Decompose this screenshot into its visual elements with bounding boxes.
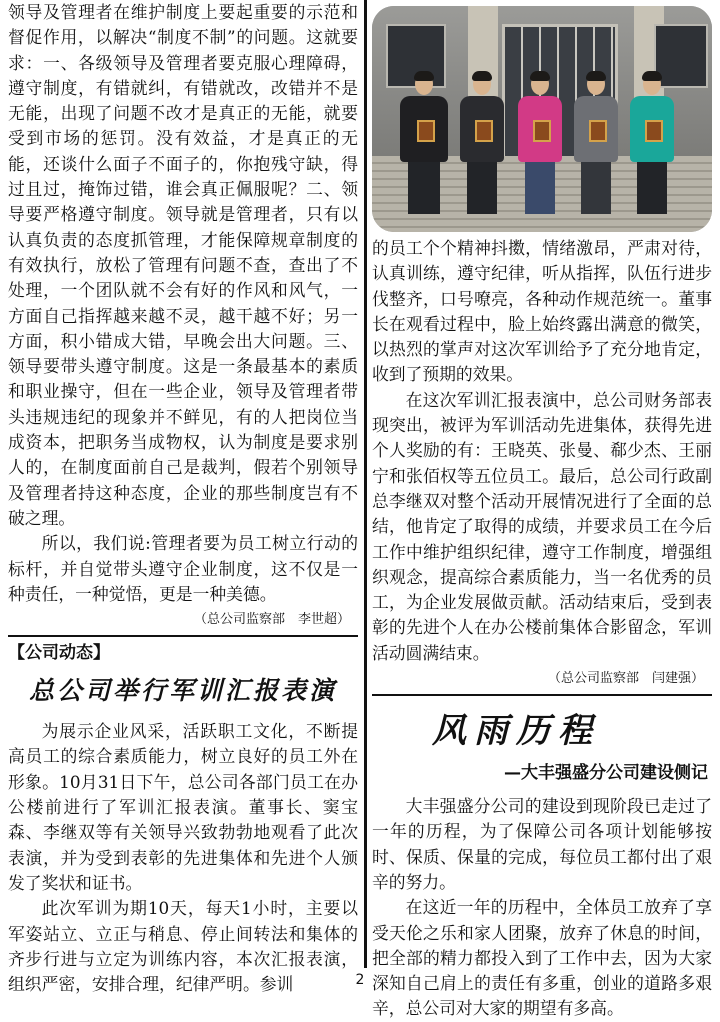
author-byline: （总公司监察部 李世超） [193, 612, 350, 628]
group-photo [372, 6, 712, 232]
right-column [372, 0, 712, 1022]
person [630, 73, 674, 214]
feature-headline: 风雨历程 [432, 711, 600, 752]
article-paragraph: 为展示企业风采，活跃职工文化，不断提高员工的综合素质能力，树立良好的员工外在形象。10月31日下午，总公司各部门员工在办公楼前进行了军训汇报表演。董事长、窦宝森、李继双等有关领导兴致勃勃地观看了此次表演，并为受到表彰的先进集体和先进个人颁发了奖状和证书。 [8, 721, 358, 893]
article-paragraph: 大丰强盛分公司的建设到现阶段已走过了一年的历程，为了保障公司各项计划能够按时、保质、保量的完成，每位员工都付出了艰辛的努力。 [372, 796, 712, 892]
person [574, 73, 618, 214]
person [400, 73, 448, 214]
article-paragraph: 的员工个个精神抖擞，情绪激昂，严肃对待，认真训练，遵守纪律，听从指挥，队伍行进步伐整齐，口号嘹亮，各种动作规范统一。董事长在观看过程中，脸上始终露出满意的微笑，以热烈的掌声对这次军训给予了充分地肯定，收到了预期的效果。 [372, 238, 712, 385]
person [518, 73, 562, 214]
article-paragraph: 领导及管理者在维护制度上要起重要的示范和督促作用，以解决“制度不制”的问题。这就要求：一、各级领导及管理者要克服心理障碍，遵守制度，有错就纠，有错就改，改错并不是无能，出现了问题不改才是真正的无能，就要受到市场的惩罚。没有效益，才是真正的无能，还谈什么面子不面子的，你抱残守缺，得过且过，掩饰过错，谁会真正佩服呢？二、领导要严格遵守制度。领导就是管理者，只有以认真负责的态度抓管理，才能保障规章制度的有效执行，放松了管理有问题不查，查出了不处理，一个团队就不会有好的作风和风气，一方面自己指挥越来越不灵，越干越不好；另一方面，积小错成大错，早晚会出大问题。三、领导要带头遵守制度。这是一条最基本的素质和职业操守，但在一些企业，领导及管理者带头违规违纪的现象并不鲜见，有的人把岗位当成资本，把职务当成物权，认为制度是要求别人的，在制度面前自己是裁判，假若个别领导及管理者持这种态度，企业的那些制度岂有不破之理。 [8, 2, 358, 528]
section-divider [372, 694, 712, 696]
page-number: 2 [355, 972, 365, 988]
person [460, 73, 504, 214]
article-paragraph: 所以，我们说:管理者要为员工树立行动的标杆，并自觉带头遵守企业制度，这不仅是一种责任，一种觉悟，更是一种美德。 [8, 533, 358, 604]
section-divider [8, 635, 358, 637]
left-column [8, 0, 358, 997]
article-headline: 总公司举行军训汇报表演 [28, 676, 337, 706]
article-paragraph: 此次军训为期10天，每天1小时，主要以军姿站立、立正与稍息、停止间转法和集体的齐步行进与立定为训练内容，本次汇报表演，组织严密，安排合理，纪律严明。参训 [8, 898, 358, 995]
feature-subheadline: —大丰强盛分公司建设侧记 [504, 763, 708, 784]
section-label: 【公司动态】 [8, 643, 110, 664]
column-divider [364, 0, 367, 968]
author-byline: （总公司监察部 闫建强） [547, 671, 704, 687]
article-paragraph: 在这次军训汇报表演中，总公司财务部表现突出，被评为军训活动先进集体，获得先进个人奖励的有：王晓英、张曼、郗少杰、王丽宁和张佰权等五位员工。最后，总公司行政副总李继双对整个活动开展情况进行了全面的总结，他肯定了取得的成绩，并要求员工在今后工作中维护组织纪律，遵守工作制度，增强组织观念，提高综合素质能力，当一名优秀的员工，为企业发展做贡献。活动结束后，受到表彰的先进个人在办公楼前集体合影留念，军训活动圆满结束。 [372, 389, 712, 663]
article-paragraph: 在这近一年的历程中，全体员工放弃了享受天伦之乐和家人团聚，放弃了休息的时间，把全部的精力都投入到了工作中去，因为大家深知自己肩上的责任有多重，创业的道路多艰辛，总公司对大家的期望有多高。 [372, 897, 712, 1019]
